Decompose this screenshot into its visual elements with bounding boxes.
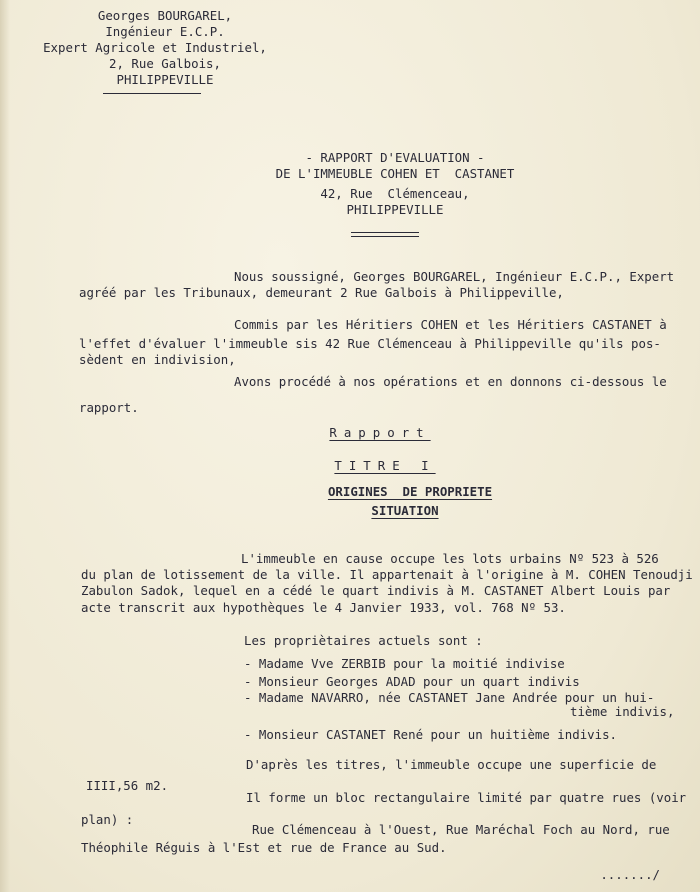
owner-item: - Monsieur Georges ADAD pour un quart indivis — [244, 674, 580, 689]
situation-line1: L'immeuble en cause occupe les lots urbains Nº 523 à 526 — [241, 551, 659, 566]
intro-p3-line2: rapport. — [79, 400, 139, 415]
header-city: PHILIPPEVILLE — [116, 72, 214, 87]
intro-p3-line1: Avons procédé à nos opérations et en donnons ci-dessous le — [234, 374, 667, 389]
owner-item: - Madame Vve ZERBIB pour la moitié indivise — [244, 656, 565, 671]
report-city: PHILIPPEVILLE — [346, 202, 444, 217]
situation-line4: acte transcrit aux hypothèques le 4 Janvier 1933, vol. 768 Nº 53. — [81, 600, 566, 615]
bloc-line2: plan) : — [81, 812, 134, 827]
title-double-rule-bottom — [351, 236, 419, 237]
streets-line1: Rue Clémenceau à l'Ouest, Rue Maréchal Foch au Nord, rue — [252, 822, 670, 837]
intro-p1-line2: agréé par les Tribunaux, demeurant 2 Rue Galbois à Philippeville, — [79, 285, 564, 300]
streets-line2: Théophile Réguis à l'Est et rue de France au Sud. — [81, 840, 447, 855]
header-name: Georges BOURGAREL, — [97, 8, 233, 23]
intro-p1-line1: Nous soussigné, Georges BOURGAREL, Ingénieur E.C.P., Expert — [234, 269, 675, 284]
bloc-line1: Il forme un bloc rectangulaire limité par quatre rues (voir — [246, 790, 687, 805]
owner-item: - Madame NAVARRO, née CASTANET Jane Andrée pour un hui- — [244, 690, 655, 705]
intro-p2-line2: l'effet d'évaluer l'immeuble sis 42 Rue Clémenceau à Philippeville qu'ils pos- — [79, 336, 661, 351]
report-subtitle: DE L'IMMEUBLE COHEN ET CASTANET — [275, 166, 515, 181]
situation-line2: du plan de lotissement de la ville. Il appartenait à l'origine à M. COHEN Tenoudji — [81, 567, 693, 582]
report-address: 42, Rue Clémenceau, — [320, 186, 470, 201]
intro-p2-line1: Commis par les Héritiers COHEN et les Héritiers CASTANET à — [234, 317, 667, 332]
situation-line3: Zabulon Sadok, lequel en a cédé le quart indivis à M. CASTANET Albert Louis par — [81, 583, 671, 598]
heading-titre: TITRE I — [334, 458, 436, 473]
owner-item-continuation: tième indivis, — [570, 704, 675, 719]
header-profession: Expert Agricole et Industriel, — [43, 40, 267, 55]
heading-situation: SITUATION — [371, 503, 439, 518]
surface-value: IIII,56 m2. — [86, 778, 169, 793]
surface-line1: D'après les titres, l'immeuble occupe une superficie de — [246, 757, 657, 772]
heading-origines: ORIGINES DE PROPRIETE — [327, 484, 493, 499]
header-underline — [103, 93, 201, 94]
report-title: - RAPPORT D'EVALUATION - — [305, 150, 485, 165]
owner-item: - Monsieur CASTANET René pour un huitième indivis. — [244, 727, 617, 742]
page-edge-shadow — [0, 0, 10, 892]
intro-p2-line3: sèdent en indivision, — [79, 352, 236, 367]
owners-intro: Les propriètaires actuels sont : — [244, 633, 483, 648]
header-address: 2, Rue Galbois, — [109, 56, 221, 71]
header-title: Ingénieur E.C.P. — [105, 24, 225, 39]
title-double-rule-top — [351, 232, 419, 233]
heading-rapport: Rapport — [329, 425, 431, 440]
page-continuation-mark: ......./ — [600, 867, 660, 882]
